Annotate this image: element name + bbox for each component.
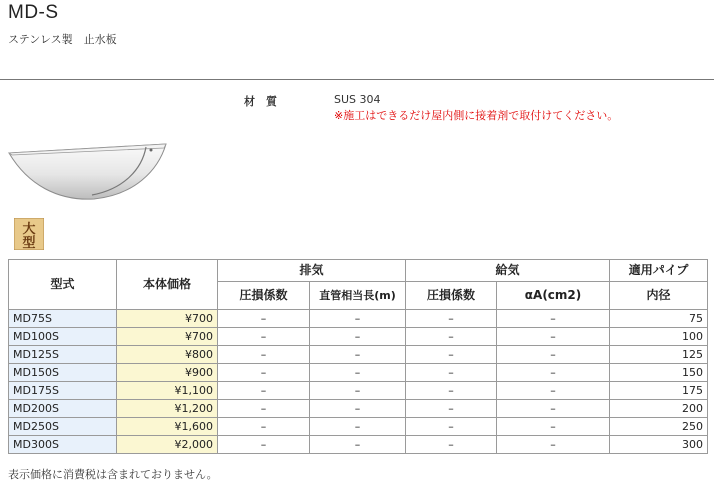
model-cell: MD300S [9, 436, 117, 454]
alpha-a-cell: – [497, 400, 610, 418]
inner-diameter-cell: 125 [610, 346, 708, 364]
exhaust-pressure-loss-cell: – [218, 346, 310, 364]
material-value: SUS 304 [334, 93, 381, 106]
large-size-badge [14, 218, 44, 250]
price-cell: ¥800 [117, 346, 218, 364]
exhaust-pressure-loss-cell: – [218, 382, 310, 400]
straight-pipe-length-cell: – [310, 328, 406, 346]
inner-diameter-cell: 100 [610, 328, 708, 346]
supply-pressure-loss-cell: – [406, 436, 497, 454]
price-cell: ¥700 [117, 310, 218, 328]
exhaust-pressure-loss-cell: – [218, 418, 310, 436]
price-cell: ¥900 [117, 364, 218, 382]
header-alpha-a: αA(cm2) [497, 282, 610, 310]
model-cell: MD200S [9, 400, 117, 418]
supply-pressure-loss-cell: – [406, 382, 497, 400]
supply-pressure-loss-cell: – [406, 400, 497, 418]
tax-note: 表示価格に消費税は含まれておりません。 [8, 468, 218, 481]
straight-pipe-length-cell: – [310, 310, 406, 328]
supply-pressure-loss-cell: – [406, 346, 497, 364]
inner-diameter-cell: 200 [610, 400, 708, 418]
exhaust-pressure-loss-cell: – [218, 310, 310, 328]
badge-char-1: 大 [22, 222, 36, 237]
table-row [9, 418, 708, 436]
price-cell: ¥1,100 [117, 382, 218, 400]
installation-note: ※施工はできるだけ屋内側に接着剤で取付けてください。 [334, 109, 619, 122]
inner-diameter-cell: 250 [610, 418, 708, 436]
table-row [9, 310, 708, 328]
badge-char-2: 型 [22, 236, 36, 250]
header-supply: 給気 [406, 260, 610, 282]
exhaust-pressure-loss-cell: – [218, 364, 310, 382]
alpha-a-cell: – [497, 418, 610, 436]
header-price: 本体価格 [117, 260, 218, 310]
table-row [9, 400, 708, 418]
straight-pipe-length-cell: – [310, 418, 406, 436]
alpha-a-cell: – [497, 346, 610, 364]
header-supply-pressure-loss: 圧損係数 [406, 282, 497, 310]
header-exhaust: 排気 [218, 260, 406, 282]
model-cell: MD175S [9, 382, 117, 400]
straight-pipe-length-cell: – [310, 346, 406, 364]
straight-pipe-length-cell: – [310, 436, 406, 454]
inner-diameter-cell: 175 [610, 382, 708, 400]
model-cell: MD150S [9, 364, 117, 382]
supply-pressure-loss-cell: – [406, 364, 497, 382]
exhaust-pressure-loss-cell: – [218, 328, 310, 346]
alpha-a-cell: – [497, 436, 610, 454]
price-cell: ¥1,600 [117, 418, 218, 436]
product-image [6, 133, 170, 203]
inner-diameter-cell: 75 [610, 310, 708, 328]
price-cell: ¥2,000 [117, 436, 218, 454]
model-cell: MD250S [9, 418, 117, 436]
exhaust-pressure-loss-cell: – [218, 436, 310, 454]
supply-pressure-loss-cell: – [406, 310, 497, 328]
spec-table [8, 259, 708, 454]
supply-pressure-loss-cell: – [406, 418, 497, 436]
straight-pipe-length-cell: – [310, 364, 406, 382]
inner-diameter-cell: 300 [610, 436, 708, 454]
model-cell: MD100S [9, 328, 117, 346]
material-label: 材 質 [244, 95, 277, 108]
price-cell: ¥1,200 [117, 400, 218, 418]
table-row [9, 346, 708, 364]
model-cell: MD125S [9, 346, 117, 364]
alpha-a-cell: – [497, 382, 610, 400]
price-cell: ¥700 [117, 328, 218, 346]
alpha-a-cell: – [497, 328, 610, 346]
table-row [9, 364, 708, 382]
header-straight-pipe-length: 直管相当長(m) [310, 282, 406, 310]
table-row [9, 382, 708, 400]
straight-pipe-length-cell: – [310, 382, 406, 400]
supply-pressure-loss-cell: – [406, 328, 497, 346]
model-cell: MD75S [9, 310, 117, 328]
alpha-a-cell: – [497, 310, 610, 328]
table-row [9, 328, 708, 346]
header-exhaust-pressure-loss: 圧損係数 [218, 282, 310, 310]
straight-pipe-length-cell: – [310, 400, 406, 418]
header-divider [0, 79, 714, 80]
page-title: MD-S [8, 2, 59, 23]
alpha-a-cell: – [497, 364, 610, 382]
table-row [9, 436, 708, 454]
exhaust-pressure-loss-cell: – [218, 400, 310, 418]
header-inner-diameter: 内径 [610, 282, 708, 310]
page-subtitle: ステンレス製 止水板 [8, 33, 117, 46]
header-model: 型式 [9, 260, 117, 310]
header-pipe: 適用パイプ [610, 260, 708, 282]
inner-diameter-cell: 150 [610, 364, 708, 382]
